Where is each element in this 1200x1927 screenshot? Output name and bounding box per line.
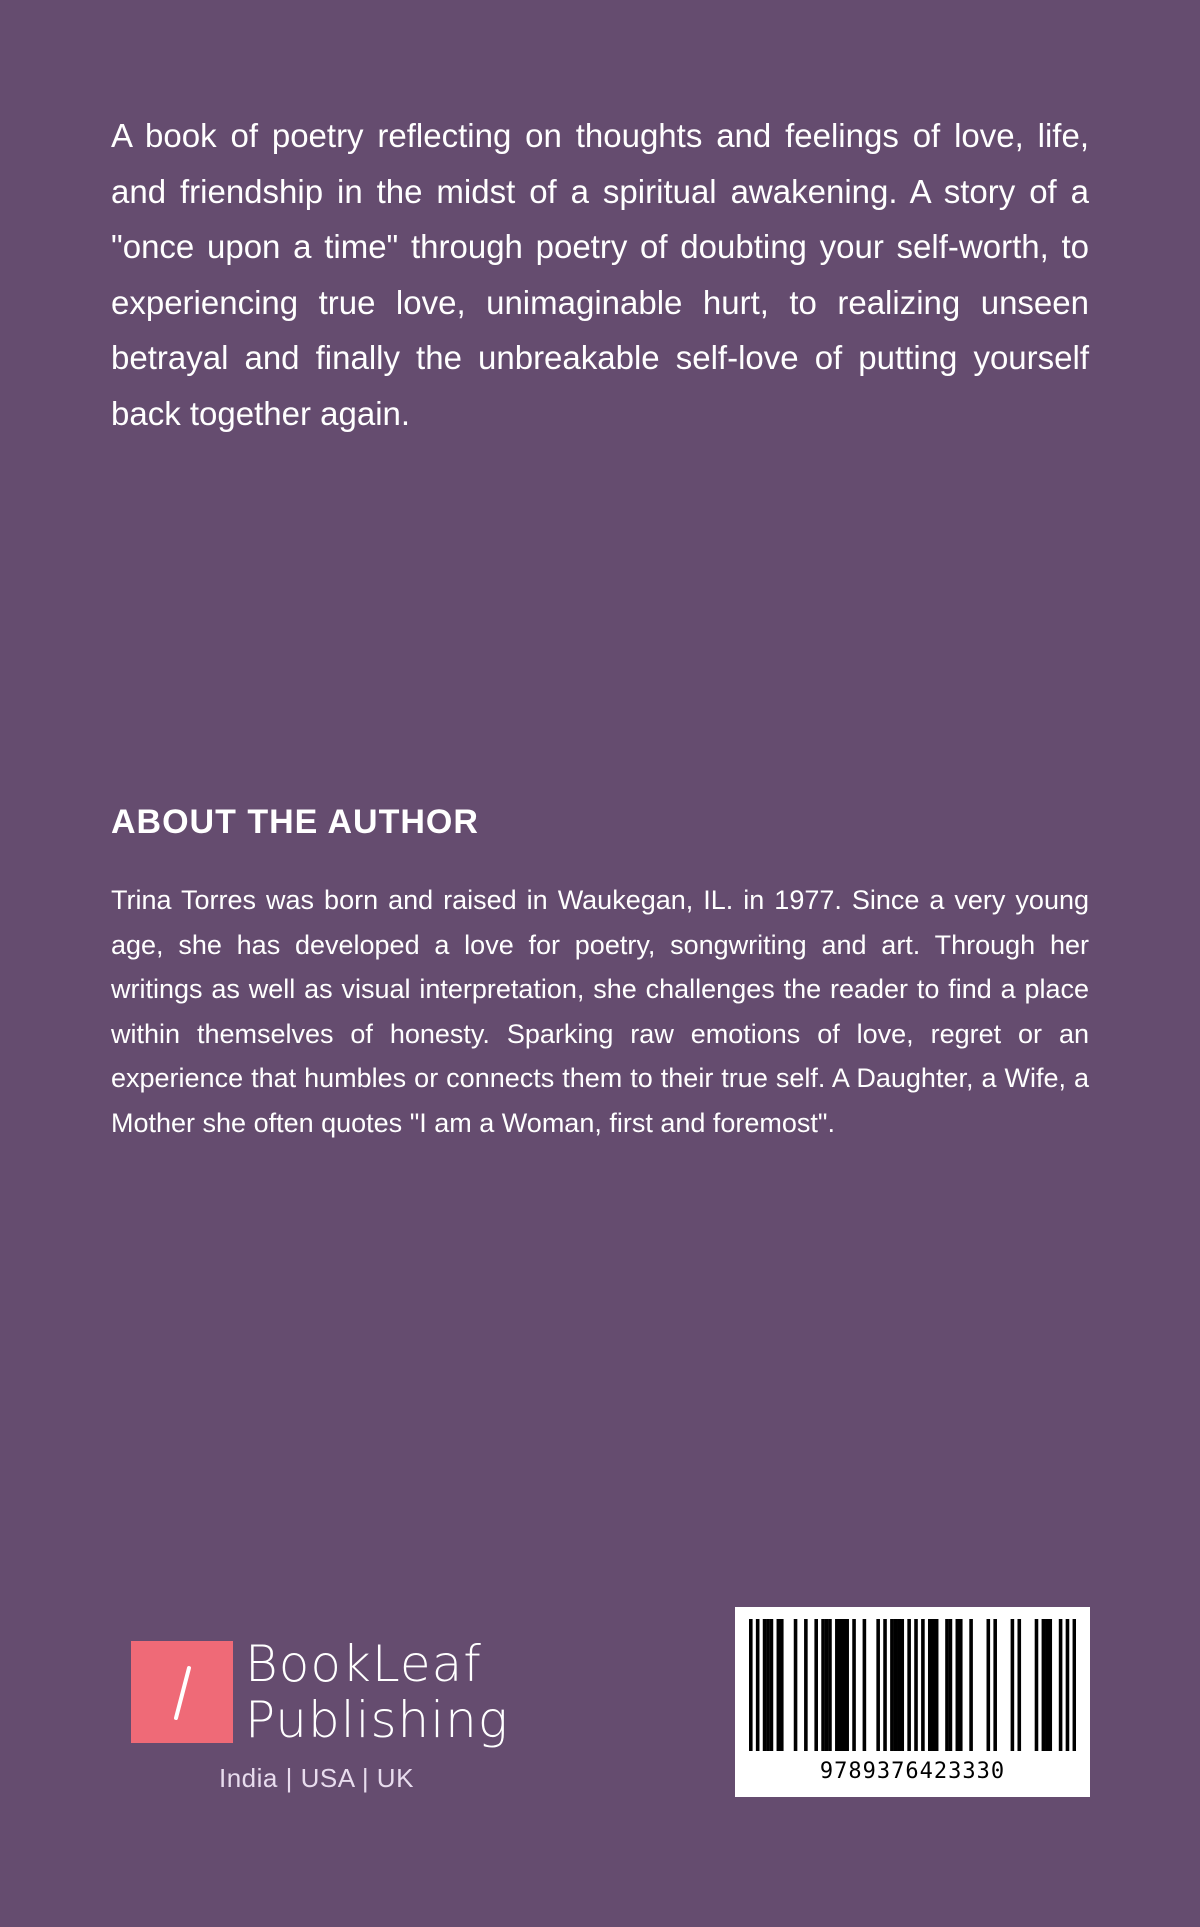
barcode-bar	[1011, 1619, 1015, 1751]
barcode-bar	[894, 1619, 898, 1751]
barcode-bar	[749, 1619, 753, 1751]
about-author-heading: ABOUT THE AUTHOR	[111, 803, 479, 841]
barcode-bar	[1059, 1619, 1063, 1751]
barcode-bar	[928, 1619, 932, 1751]
barcode-bar	[987, 1619, 991, 1751]
publisher-regions: India | USA | UK	[219, 1763, 414, 1793]
barcode-bar	[921, 1619, 925, 1751]
barcode-bar	[959, 1619, 963, 1751]
barcode-bar	[883, 1619, 887, 1751]
barcode-bar	[766, 1619, 770, 1751]
barcode-bar	[780, 1619, 784, 1751]
barcode-bar	[1048, 1619, 1052, 1751]
barcode-bar	[852, 1619, 856, 1751]
barcode	[735, 1607, 1090, 1797]
barcode-bar	[931, 1619, 935, 1751]
barcode-bar	[835, 1619, 839, 1751]
barcode-bar	[1035, 1619, 1039, 1751]
barcode-bar	[756, 1619, 760, 1751]
barcode-bar	[956, 1619, 960, 1751]
barcode-bar	[825, 1619, 829, 1751]
barcode-bar	[1066, 1619, 1070, 1751]
barcode-bar	[949, 1619, 953, 1751]
barcode-bars	[749, 1619, 1076, 1751]
barcode-bar	[993, 1619, 997, 1751]
barcode-bar	[897, 1619, 901, 1751]
barcode-bar	[863, 1619, 867, 1751]
barcode-bar	[770, 1619, 774, 1751]
barcode-bar	[907, 1619, 911, 1751]
barcode-bar	[935, 1619, 939, 1751]
barcode-bar	[842, 1619, 846, 1751]
barcode-bar	[777, 1619, 781, 1751]
barcode-bar	[794, 1619, 798, 1751]
barcode-bar	[969, 1619, 973, 1751]
publisher-name-line1: BookLeaf	[245, 1635, 482, 1693]
barcode-bar	[876, 1619, 880, 1751]
barcode-bar	[838, 1619, 842, 1751]
barcode-bar	[763, 1619, 767, 1751]
barcode-bar	[890, 1619, 894, 1751]
barcode-bar	[814, 1619, 818, 1751]
publisher-logo	[131, 1635, 511, 1793]
publisher-logo-square	[131, 1641, 233, 1743]
publisher-name	[245, 1636, 509, 1748]
publisher-name-line2: Publishing	[245, 1691, 509, 1749]
barcode-bar	[1042, 1619, 1046, 1751]
barcode-bar	[1045, 1619, 1049, 1751]
barcode-bar	[821, 1619, 825, 1751]
slash-icon	[131, 1641, 233, 1743]
barcode-bar	[900, 1619, 904, 1751]
barcode-bar	[945, 1619, 949, 1751]
barcode-bar	[845, 1619, 849, 1751]
author-bio: Trina Torres was born and raised in Waukegan, IL. in 1977. Since a very young age, she has developed a love for poetry, songwriting and art. Through her writings as well as visual interpretation, she challenges the reader to find a place within themselves of honesty. Sparking raw emotions of love, regret or an experience that humbles or connects them to their true self. A Daughter, a Wife, a Mother she often quotes "I am a Woman, first and foremost".	[111, 885, 1089, 1138]
barcode-bar	[914, 1619, 918, 1751]
barcode-bar	[804, 1619, 808, 1751]
isbn-number: 9789376423330	[819, 1759, 1006, 1784]
barcode-bar	[1073, 1619, 1076, 1751]
book-blurb: A book of poetry reflecting on thoughts and feelings of love, life, and friendship in the midst of a spiritual awakening. A story of a "once upon a time" through poetry of doubting your self-worth, to experiencing true love, unimaginable hurt, to realizing unseen betrayal and finally the unbreakable self-love of putting yourself back together again.	[111, 117, 1089, 432]
barcode-bar	[1017, 1619, 1021, 1751]
barcode-bar	[828, 1619, 832, 1751]
